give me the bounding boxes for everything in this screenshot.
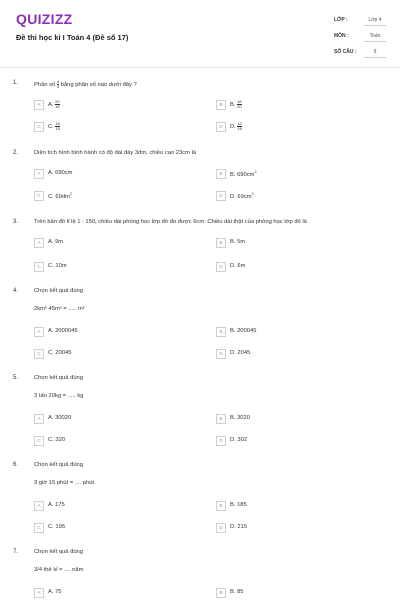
option-letter-box: B [216,169,226,179]
question-text: Chọn kết quả đúng [34,375,83,381]
option-text: A. 175 [48,502,65,508]
option-letter-box: A [34,501,44,511]
option-text: C. $69dm^2$ [48,192,73,200]
option-letter-box: B [216,238,226,248]
option-letter-box: B [216,327,226,337]
option-letter-box: A [34,238,44,248]
option-text: D. $\frac{12}{16}$ [230,121,242,131]
option-text: B. $\frac{16}{20}$ [230,99,242,109]
option-text: B. $690cm^2$ [230,170,257,178]
option-text: A. 690cm [48,170,73,176]
question-number: 7. [13,549,19,555]
option-letter-box: C [34,523,44,533]
meta-row-count [334,46,386,62]
option-text: B. 3020 [230,415,250,421]
option-text: A. 75 [48,589,62,595]
option-letter-box: D [216,191,226,201]
option-letter-box: B [216,588,226,598]
option-text: C. 195 [48,524,66,530]
option-letter-box: A [34,100,44,110]
option-text: C. $\frac{16}{15}$ [48,121,60,131]
meta-value: Toán [364,33,386,42]
option-letter-box: B [216,100,226,110]
option-text: B. 85 [230,589,244,595]
option-text: C. 10m [48,263,67,269]
option-letter-box: A [34,414,44,424]
option-text: A. $\frac{20}{16}$ [48,99,60,109]
meta-value: 9 [364,49,386,58]
option-letter-box: B [216,501,226,511]
question-number: 3. [13,219,19,225]
question-text: Trên bản đồ tỉ lệ 1 : 150, chiều dài phòng học lớp đó đo được 6cm. Chiều dài thật của phòng học lớp đó là [34,219,307,225]
question-text: Diện tích hình bình hành có độ dài đáy 3dm, chiều cao 23cm là [34,150,197,156]
question-subtext: 3/4 thế kỉ = .... năm [34,567,84,573]
worksheet-title: Đề thi học kì I Toán 4 (Đề số 17) [16,33,129,42]
meta-label: LỚP : [334,17,348,23]
question-text: Chọn kết quả đúng [34,462,83,468]
option-text: A. 9m [48,239,64,245]
question-text: Chọn kết quả đúng [34,288,83,294]
fraction: $\frac{4}{5}$ [56,79,60,89]
option-letter-box: B [216,414,226,424]
option-text: C. 20045 [48,350,72,356]
option-letter-box: C [34,349,44,359]
option-text: D. 2045 [230,350,251,356]
question-subtext: 3 giờ 15 phút = .... phút [34,480,95,486]
meta-label: MÔN : [334,33,349,39]
question-number: 4. [13,288,19,294]
question-number: 1. [13,80,19,86]
question-subtext: 3 tấn 20kg = ..... kg [34,393,84,399]
option-text: A. 30020 [48,415,72,421]
meta-label: SỐ CÂU : [334,49,357,55]
option-letter-box: D [216,122,226,132]
question-subtext: 2km² 45m² = ..... m² [34,306,85,312]
meta-row-subject [334,30,386,46]
option-letter-box: C [34,122,44,132]
option-letter-box: D [216,436,226,446]
option-text: D. 6m [230,263,246,269]
option-letter-box: A [34,588,44,598]
option-letter-box: D [216,523,226,533]
option-letter-box: C [34,262,44,272]
meta-block [334,14,386,62]
option-text: C. 320 [48,437,66,443]
quizizz-logo: QUIZIZZ [16,11,73,27]
option-text: A. 2000045 [48,328,78,334]
meta-value: Lớp 4 [364,17,386,26]
question-number: 6. [13,462,19,468]
option-text: D. 215 [230,524,248,530]
question-text: Phân số $\frac{4}{5}$ bằng phân số nào dưới đây ? [34,79,137,89]
option-text: B. 200045 [230,328,257,334]
question-text: Chọn kết quả đúng [34,549,83,555]
question-number: 2. [13,150,19,156]
option-letter-box: D [216,349,226,359]
option-letter-box: C [34,436,44,446]
option-letter-box: A [34,169,44,179]
option-letter-box: C [34,191,44,201]
option-text: D. $69cm^2$ [230,192,254,200]
meta-row-class [334,14,386,30]
option-letter-box: D [216,262,226,272]
option-letter-box: A [34,327,44,337]
question-number: 5. [13,375,19,381]
option-text: B. 5m [230,239,246,245]
option-text: D. 302 [230,437,248,443]
option-text: B. 185 [230,502,247,508]
header-divider [0,67,400,68]
